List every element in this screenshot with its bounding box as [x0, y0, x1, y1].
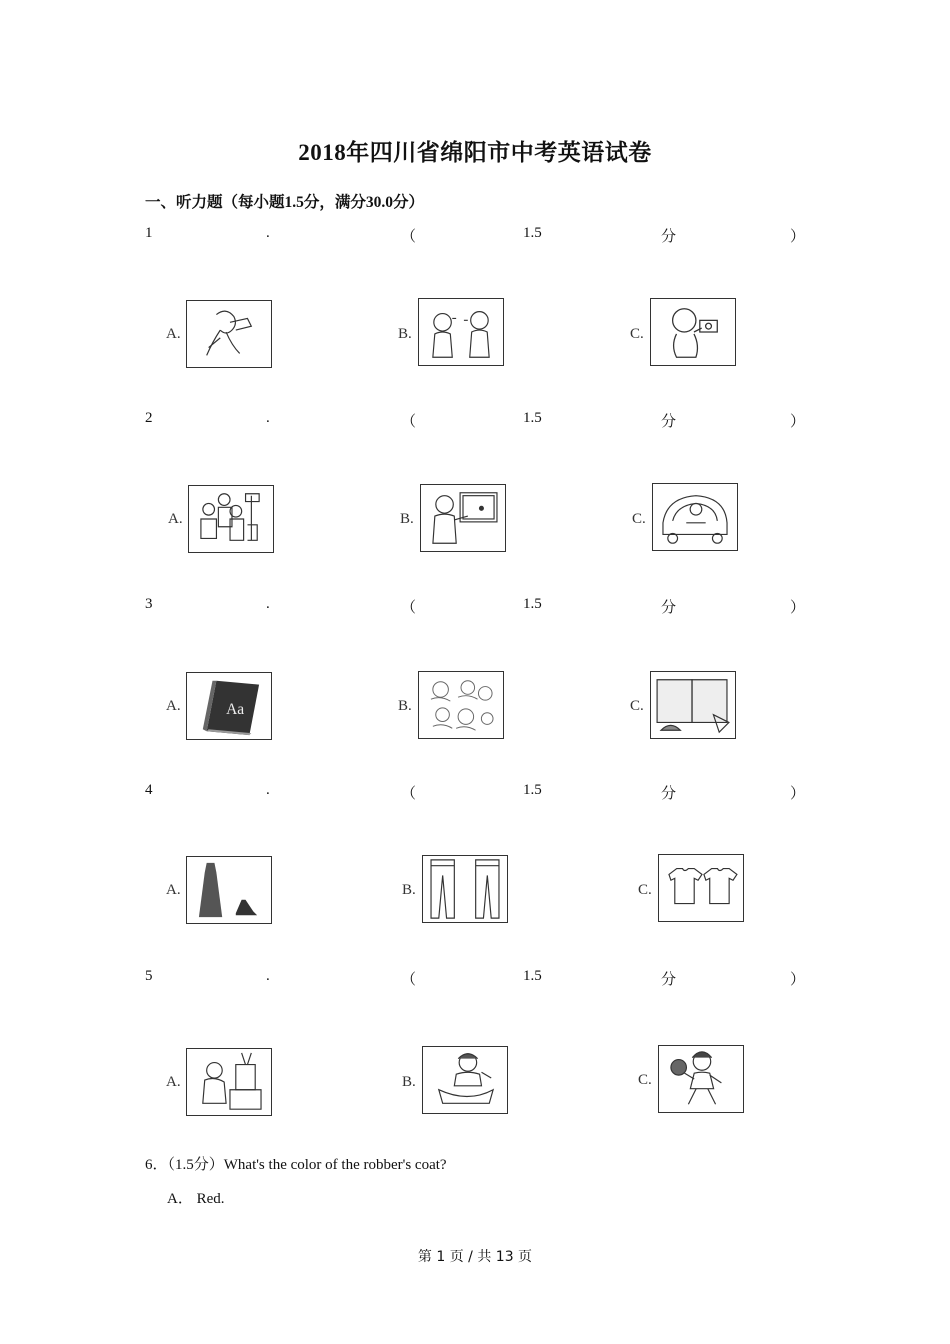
open-paren: （ — [401, 229, 417, 245]
question-score: 1.5 — [523, 410, 542, 426]
option-c-label: C. — [638, 882, 652, 898]
two-kids-talking-icon[interactable] — [418, 298, 504, 366]
question-dot: . — [266, 225, 270, 241]
section-heading: 一、听力题（每小题1.5分，满分30.0分） — [145, 194, 425, 211]
option-a-label: A. — [168, 511, 183, 527]
option-a-label: A. — [166, 698, 181, 714]
question-score: 1.5 — [523, 596, 542, 612]
dress-and-shoe-icon[interactable] — [186, 856, 272, 924]
open-paren: （ — [401, 972, 417, 988]
dictionary-icon[interactable] — [186, 672, 272, 740]
score-unit: 分 — [661, 786, 677, 802]
page-footer: 第 1 页 / 共 13 页 — [417, 1249, 533, 1265]
option-b-label: B. — [398, 698, 412, 714]
close-paren: ） — [790, 972, 806, 988]
question-line-3 — [145, 596, 805, 616]
open-paren: （ — [401, 414, 417, 430]
question-dot: . — [266, 968, 270, 984]
photos-icon[interactable] — [418, 671, 504, 739]
question-number: 4 — [145, 782, 153, 798]
girl-playing-ping-pong-icon[interactable] — [658, 1045, 744, 1113]
option-b-label: B. — [400, 511, 414, 527]
question-number: 5 — [145, 968, 153, 984]
question-6-option-a[interactable]: A． Red. — [167, 1191, 225, 1207]
close-paren: ） — [790, 786, 806, 802]
woman-at-desk-icon[interactable] — [186, 1048, 272, 1116]
teacher-at-board-icon[interactable] — [420, 484, 506, 552]
open-book-icon[interactable] — [650, 671, 736, 739]
score-unit: 分 — [661, 600, 677, 616]
option-b-label: B. — [402, 1074, 416, 1090]
option-b-label: B. — [398, 326, 412, 342]
score-unit: 分 — [661, 229, 677, 245]
question-line-4 — [145, 782, 805, 802]
family-group-icon[interactable] — [188, 485, 274, 553]
option-c-label: C. — [630, 326, 644, 342]
option-a-label: A. — [166, 882, 181, 898]
score-unit: 分 — [661, 972, 677, 988]
man-driving-car-icon[interactable] — [652, 483, 738, 551]
question-line-5 — [145, 968, 805, 988]
close-paren: ） — [790, 414, 806, 430]
boy-washing-icon[interactable] — [422, 1046, 508, 1114]
question-dot: . — [266, 596, 270, 612]
question-number: 1 — [145, 225, 153, 241]
t-shirts-icon[interactable] — [658, 854, 744, 922]
open-paren: （ — [401, 786, 417, 802]
close-paren: ） — [790, 229, 806, 245]
boy-with-camera-icon[interactable] — [650, 298, 736, 366]
option-c-label: C. — [632, 511, 646, 527]
close-paren: ） — [790, 600, 806, 616]
question-line-1 — [145, 225, 805, 245]
woman-drinking-icon[interactable] — [186, 300, 272, 368]
option-b-label: B. — [402, 882, 416, 898]
open-paren: （ — [401, 600, 417, 616]
question-score: 1.5 — [523, 225, 542, 241]
option-c-label: C. — [630, 698, 644, 714]
option-a-label: A. — [166, 1074, 181, 1090]
option-c-label: C. — [638, 1072, 652, 1088]
question-number: 2 — [145, 410, 153, 426]
option-a-label: A. — [166, 326, 181, 342]
question-dot: . — [266, 410, 270, 426]
question-6-stem: 6．（1.5分）What's the color of the robber's coat? — [145, 1157, 447, 1173]
question-dot: . — [266, 782, 270, 798]
page-title: 2018年四川省绵阳市中考英语试卷 — [298, 140, 652, 165]
question-number: 3 — [145, 596, 153, 612]
question-score: 1.5 — [523, 968, 542, 984]
question-line-2 — [145, 410, 805, 430]
dictionary-cover-text: Aa — [226, 700, 245, 718]
question-score: 1.5 — [523, 782, 542, 798]
trousers-icon[interactable] — [422, 855, 508, 923]
score-unit: 分 — [661, 414, 677, 430]
